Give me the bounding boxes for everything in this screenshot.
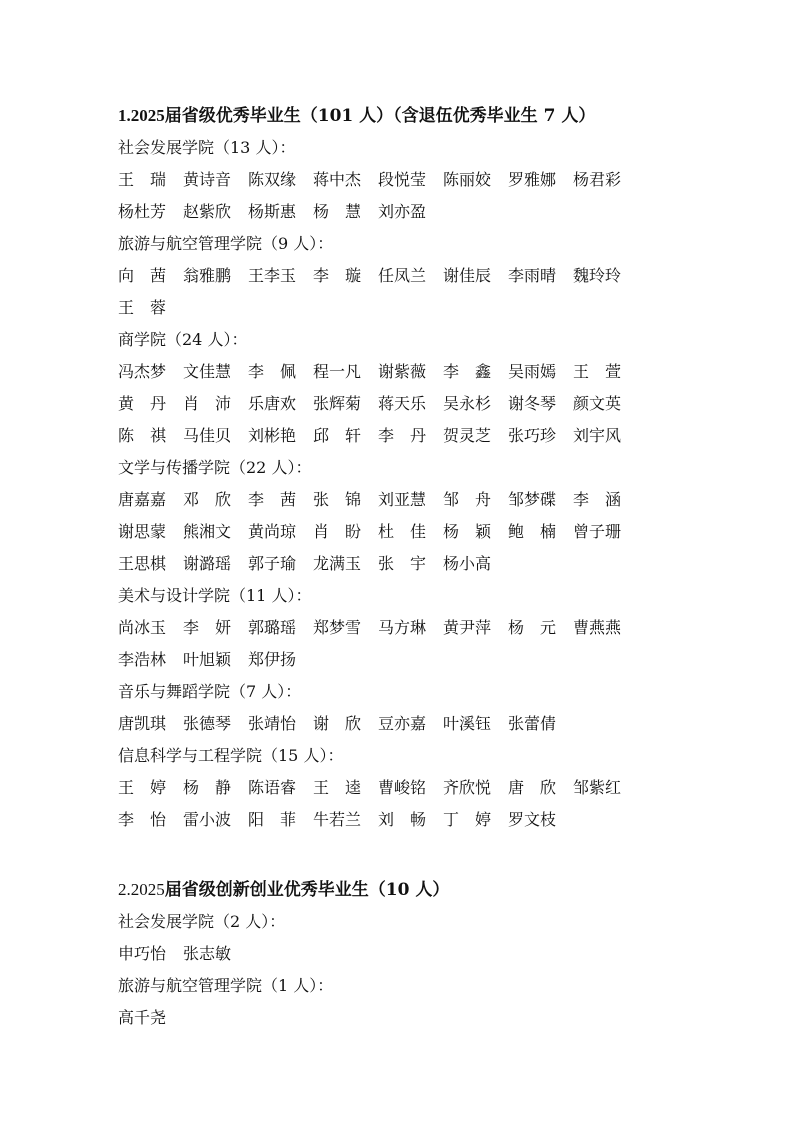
department-label: 音乐与舞蹈学院（7 人）： bbox=[118, 682, 302, 701]
section-1-number: 1.2025 bbox=[118, 106, 165, 125]
student-name: 邹梦碟 bbox=[508, 490, 557, 509]
student-name: 李 鑫 bbox=[443, 362, 492, 381]
student-name: 张志敏 bbox=[183, 944, 232, 963]
student-name: 谢潞瑶 bbox=[183, 554, 232, 573]
student-name: 肖 沛 bbox=[183, 394, 232, 413]
student-name: 曹峻铭 bbox=[378, 778, 427, 797]
student-name: 李 妍 bbox=[183, 618, 232, 637]
student-name: 张 锦 bbox=[313, 490, 362, 509]
student-name: 杨 慧 bbox=[313, 202, 362, 221]
student-name: 李 丹 bbox=[378, 426, 427, 445]
student-name: 杨杜芳 bbox=[118, 202, 167, 221]
student-name: 杨 颖 bbox=[443, 522, 492, 541]
student-name: 乐唐欢 bbox=[248, 394, 297, 413]
department-label: 美术与设计学院（11 人）： bbox=[118, 586, 312, 605]
student-name: 陈丽姣 bbox=[443, 170, 492, 189]
name-list bbox=[118, 356, 638, 452]
name-list bbox=[118, 938, 638, 970]
section-2-title: 届省级创新创业优秀毕业生（10 人） bbox=[164, 880, 450, 900]
student-name: 杨 静 bbox=[183, 778, 232, 797]
student-name: 刘 畅 bbox=[378, 810, 427, 829]
name-list bbox=[118, 708, 638, 740]
student-name: 向 茜 bbox=[118, 266, 167, 285]
student-name: 邹 舟 bbox=[443, 490, 492, 509]
student-name: 邹紫红 bbox=[573, 778, 622, 797]
department-label: 社会发展学院（2 人）： bbox=[118, 912, 286, 931]
name-list bbox=[118, 1002, 638, 1034]
student-name: 黄 丹 bbox=[118, 394, 167, 413]
student-name: 张靖怡 bbox=[248, 714, 297, 733]
document-page bbox=[118, 100, 638, 1034]
student-name: 陈语睿 bbox=[248, 778, 297, 797]
department-label: 旅游与航空管理学院（1 人）： bbox=[118, 976, 334, 995]
student-name: 杨 元 bbox=[508, 618, 557, 637]
student-name: 陈双缘 bbox=[248, 170, 297, 189]
section-2-heading bbox=[118, 874, 638, 906]
student-name: 王思棋 bbox=[118, 554, 167, 573]
student-name: 李雨晴 bbox=[508, 266, 557, 285]
student-name: 蒋中杰 bbox=[313, 170, 362, 189]
student-name: 刘宇风 bbox=[573, 426, 622, 445]
student-name: 丁 婷 bbox=[443, 810, 492, 829]
department-label: 信息科学与工程学院（15 人）： bbox=[118, 746, 344, 765]
student-name: 雷小波 bbox=[183, 810, 232, 829]
student-name: 马佳贝 bbox=[183, 426, 232, 445]
department-label: 商学院（24 人）： bbox=[118, 330, 248, 349]
student-name: 唐嘉嘉 bbox=[118, 490, 167, 509]
student-name: 冯杰梦 bbox=[118, 362, 167, 381]
student-name: 申巧怡 bbox=[118, 944, 167, 963]
student-name: 罗雅娜 bbox=[508, 170, 557, 189]
student-name: 唐凯琪 bbox=[118, 714, 167, 733]
student-name: 尚冰玉 bbox=[118, 618, 167, 637]
student-name: 谢 欣 bbox=[313, 714, 362, 733]
student-name: 谢紫薇 bbox=[378, 362, 427, 381]
student-name: 赵紫欣 bbox=[183, 202, 232, 221]
student-name: 黄尹萍 bbox=[443, 618, 492, 637]
student-name: 牛若兰 bbox=[313, 810, 362, 829]
student-name: 叶旭颖 bbox=[183, 650, 232, 669]
student-name: 豆亦嘉 bbox=[378, 714, 427, 733]
student-name: 程一凡 bbox=[313, 362, 362, 381]
student-name: 蒋天乐 bbox=[378, 394, 427, 413]
student-name: 高千尧 bbox=[118, 1008, 167, 1027]
student-name: 马方琳 bbox=[378, 618, 427, 637]
student-name: 魏玲玲 bbox=[573, 266, 622, 285]
student-name: 谢佳辰 bbox=[443, 266, 492, 285]
student-name: 刘亦盈 bbox=[378, 202, 427, 221]
student-name: 邱 轩 bbox=[313, 426, 362, 445]
student-name: 肖 盼 bbox=[313, 522, 362, 541]
student-name: 杜 佳 bbox=[378, 522, 427, 541]
student-name: 贺灵芝 bbox=[443, 426, 492, 445]
student-name: 王 蓉 bbox=[118, 298, 167, 317]
student-name: 文佳慧 bbox=[183, 362, 232, 381]
student-name: 叶溪钰 bbox=[443, 714, 492, 733]
student-name: 郭璐瑶 bbox=[248, 618, 297, 637]
student-name: 阳 菲 bbox=[248, 810, 297, 829]
section-1-title: 届省级优秀毕业生（101 人）（含退伍优秀毕业生 7 人） bbox=[164, 106, 596, 126]
student-name: 陈 祺 bbox=[118, 426, 167, 445]
section-1-heading bbox=[118, 100, 638, 132]
student-name: 杨小高 bbox=[443, 554, 492, 573]
student-name: 李 佩 bbox=[248, 362, 297, 381]
student-name: 李浩林 bbox=[118, 650, 167, 669]
department-label: 旅游与航空管理学院（9 人）： bbox=[118, 234, 334, 253]
student-name: 张蕾倩 bbox=[508, 714, 557, 733]
student-name: 郑伊扬 bbox=[248, 650, 297, 669]
student-name: 罗文枝 bbox=[508, 810, 557, 829]
name-list bbox=[118, 612, 638, 676]
section-2-body bbox=[118, 906, 638, 1034]
student-name: 曹燕燕 bbox=[573, 618, 622, 637]
student-name: 齐欣悦 bbox=[443, 778, 492, 797]
student-name: 王 瑞 bbox=[118, 170, 167, 189]
student-name: 张巧珍 bbox=[508, 426, 557, 445]
student-name: 张 宇 bbox=[378, 554, 427, 573]
student-name: 黄诗音 bbox=[183, 170, 232, 189]
student-name: 王 逵 bbox=[313, 778, 362, 797]
student-name: 王李玉 bbox=[248, 266, 297, 285]
student-name: 刘彬艳 bbox=[248, 426, 297, 445]
student-name: 李 涵 bbox=[573, 490, 622, 509]
student-name: 曾子珊 bbox=[573, 522, 622, 541]
student-name: 任凤兰 bbox=[378, 266, 427, 285]
student-name: 谢冬琴 bbox=[508, 394, 557, 413]
student-name: 杨斯惠 bbox=[248, 202, 297, 221]
student-name: 王 婷 bbox=[118, 778, 167, 797]
student-name: 吴雨嫣 bbox=[508, 362, 557, 381]
student-name: 唐 欣 bbox=[508, 778, 557, 797]
student-name: 翁雅鹏 bbox=[183, 266, 232, 285]
section-1-body bbox=[118, 132, 638, 836]
student-name: 谢思蒙 bbox=[118, 522, 167, 541]
student-name: 邓 欣 bbox=[183, 490, 232, 509]
student-name: 杨君彩 bbox=[573, 170, 622, 189]
student-name: 张辉菊 bbox=[313, 394, 362, 413]
student-name: 张德琴 bbox=[183, 714, 232, 733]
name-list bbox=[118, 164, 638, 228]
student-name: 李 茜 bbox=[248, 490, 297, 509]
student-name: 鲍 楠 bbox=[508, 522, 557, 541]
section-2-number: 2.2025 bbox=[118, 880, 165, 899]
name-list bbox=[118, 260, 638, 324]
student-name: 颜文英 bbox=[573, 394, 622, 413]
department-label: 文学与传播学院（22 人）： bbox=[118, 458, 312, 477]
student-name: 郑梦雪 bbox=[313, 618, 362, 637]
student-name: 郭子瑜 bbox=[248, 554, 297, 573]
name-list bbox=[118, 484, 638, 580]
student-name: 段悦莹 bbox=[378, 170, 427, 189]
student-name: 刘亚慧 bbox=[378, 490, 427, 509]
student-name: 李 璇 bbox=[313, 266, 362, 285]
student-name: 龙满玉 bbox=[313, 554, 362, 573]
department-label: 社会发展学院（13 人）： bbox=[118, 138, 296, 157]
student-name: 王 萱 bbox=[573, 362, 622, 381]
student-name: 熊湘文 bbox=[183, 522, 232, 541]
student-name: 李 怡 bbox=[118, 810, 167, 829]
student-name: 黄尚琼 bbox=[248, 522, 297, 541]
name-list bbox=[118, 772, 638, 836]
student-name: 吴永杉 bbox=[443, 394, 492, 413]
